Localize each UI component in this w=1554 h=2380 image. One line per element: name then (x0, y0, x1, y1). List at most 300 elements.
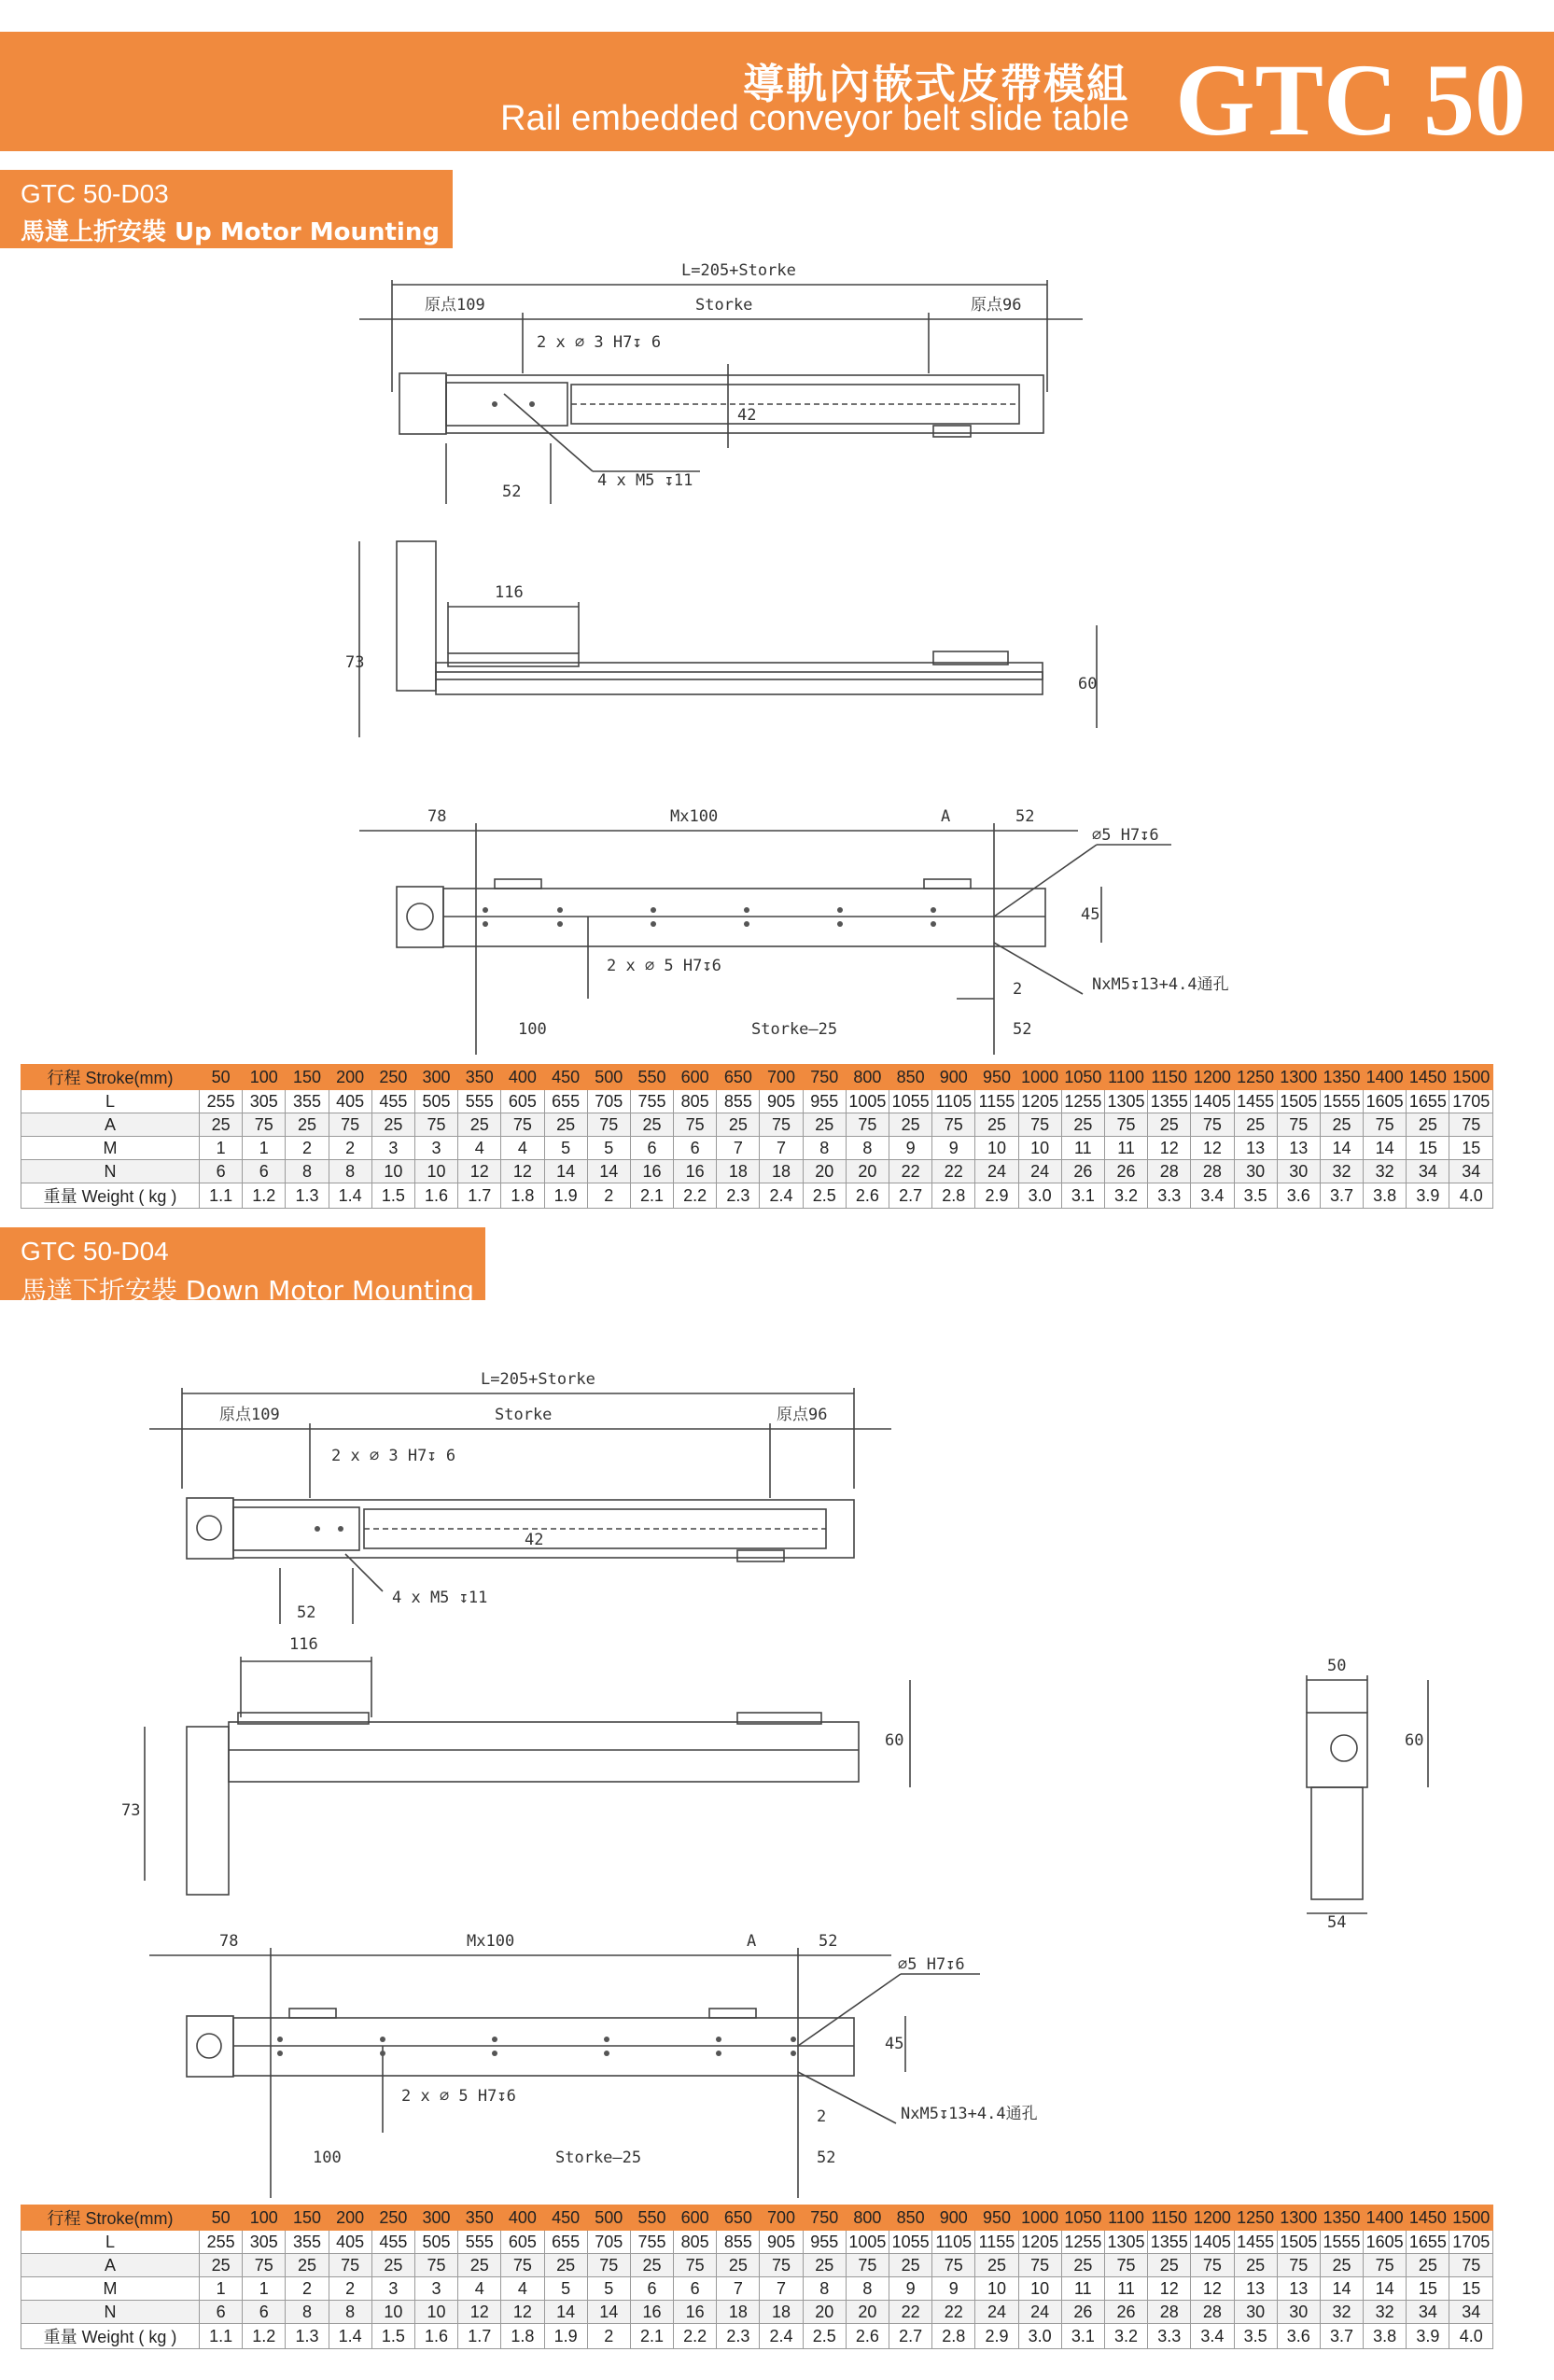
table-cell: 10 (975, 1137, 1018, 1160)
table-cell: 18 (717, 1160, 760, 1183)
table-cell: 650 (717, 2205, 760, 2231)
table-cell: 5 (587, 1137, 630, 1160)
table-cell: 1.3 (286, 2324, 329, 2349)
table-cell: 25 (458, 1113, 501, 1137)
table-cell: 655 (544, 2231, 587, 2254)
row-label: N (21, 1160, 200, 1183)
table-cell: 75 (1449, 2254, 1493, 2277)
table-cell: 50 (200, 1065, 243, 1090)
dim-116: 116 (495, 583, 524, 602)
table-cell: 1500 (1449, 1065, 1493, 1090)
table-cell: 11 (1061, 1137, 1104, 1160)
table-cell: 3.9 (1407, 1183, 1449, 1209)
table-cell: 1.2 (243, 1183, 286, 1209)
table-cell: 10 (1018, 1137, 1061, 1160)
table-cell: 3 (414, 2277, 457, 2301)
dim-stroke: Storke (495, 1406, 553, 1424)
table-cell: 1400 (1364, 1065, 1407, 1090)
table-cell: 22 (932, 2301, 975, 2324)
table-cell: 2.6 (846, 2324, 889, 2349)
table-cell: 75 (674, 2254, 717, 2277)
table-cell: 18 (717, 2301, 760, 2324)
table-cell: 25 (458, 2254, 501, 2277)
table-cell: 3.9 (1407, 2324, 1449, 2349)
table-cell: 250 (371, 1065, 414, 1090)
table-cell: 75 (414, 1113, 457, 1137)
table-cell: 13 (1277, 2277, 1320, 2301)
table-cell: 26 (1061, 1160, 1104, 1183)
table-cell: 4 (458, 2277, 501, 2301)
dim-52b: 52 (819, 1932, 838, 1951)
dim-mx100: Mx100 (670, 807, 719, 826)
table-cell: 1500 (1449, 2205, 1493, 2231)
table-cell: 34 (1407, 1160, 1449, 1183)
table-cell: 75 (329, 1113, 371, 1137)
dim-42: 42 (525, 1531, 544, 1549)
table-cell: 100 (243, 2205, 286, 2231)
table-cell: 4 (458, 1137, 501, 1160)
table-cell: 3.2 (1104, 2324, 1147, 2349)
table-cell: 6 (200, 1160, 243, 1183)
dim-50: 50 (1327, 1657, 1347, 1675)
table-cell: 25 (975, 1113, 1018, 1137)
table-cell: 305 (243, 2231, 286, 2254)
title-en: Rail embedded conveyor belt slide table (500, 99, 1129, 138)
table-cell: 75 (501, 1113, 544, 1137)
dim-60: 60 (1078, 675, 1098, 693)
spec-table-d03 (21, 1064, 1493, 1209)
table-cell: 32 (1364, 1160, 1407, 1183)
table-cell: 8 (286, 2301, 329, 2324)
section-desc: 馬達下折安裝 Down Motor Mounting (21, 1275, 475, 1306)
table-cell: 2.6 (846, 1183, 889, 1209)
table-cell: 905 (760, 1090, 803, 1113)
table-row (21, 1183, 1493, 1209)
table-cell: 25 (544, 2254, 587, 2277)
table-cell: 3.4 (1191, 2324, 1234, 2349)
table-cell: 1205 (1018, 1090, 1061, 1113)
table-cell: 25 (371, 1113, 414, 1137)
header-banner (0, 32, 1554, 157)
table-cell: 550 (630, 2205, 673, 2231)
dim-52b: 52 (1015, 807, 1035, 826)
table-cell: 2.4 (760, 2324, 803, 2349)
table-cell: 3.7 (1320, 1183, 1363, 1209)
table-cell: 755 (630, 2231, 673, 2254)
table-cell: 900 (932, 2205, 975, 2231)
dim-origin-left: 原点109 (219, 1406, 280, 1424)
table-cell: 1105 (932, 2231, 975, 2254)
table-cell: 900 (932, 1065, 975, 1090)
table-cell: 1.4 (329, 1183, 371, 1209)
dim-100: 100 (313, 2149, 342, 2167)
row-label: L (21, 2231, 200, 2254)
table-cell: 12 (501, 2301, 544, 2324)
table-cell: 1155 (975, 1090, 1018, 1113)
table-cell: 1.7 (458, 2324, 501, 2349)
drawing-d03 (0, 252, 1554, 1055)
table-cell: 1505 (1277, 2231, 1320, 2254)
table-cell: 26 (1104, 2301, 1147, 2324)
dim-origin-right: 原点96 (971, 296, 1022, 315)
table-cell: 1255 (1061, 2231, 1104, 2254)
table-cell: 1 (200, 1137, 243, 1160)
table-cell: 650 (717, 1065, 760, 1090)
dim-origin-left: 原点109 (425, 296, 485, 315)
table-cell: 7 (717, 1137, 760, 1160)
section-label-d03 (0, 170, 453, 248)
table-row (21, 2231, 1493, 2254)
table-cell: 75 (1191, 2254, 1234, 2277)
dim-pin2: 2 x ∅ 5 H7↧6 (401, 2087, 516, 2106)
table-cell: 1.9 (544, 1183, 587, 1209)
table-cell: 2 (587, 1183, 630, 1209)
table-cell: 6 (243, 1160, 286, 1183)
table-cell: 75 (846, 1113, 889, 1137)
table-cell: 75 (414, 2254, 457, 2277)
table-cell: 8 (846, 1137, 889, 1160)
table-cell: 14 (587, 2301, 630, 2324)
table-cell: 12 (458, 2301, 501, 2324)
table-cell: 28 (1148, 1160, 1191, 1183)
table-cell: 850 (889, 2205, 932, 2231)
table-cell: 3.0 (1018, 2324, 1061, 2349)
table-cell: 30 (1234, 2301, 1277, 2324)
table-cell: 1.5 (371, 2324, 414, 2349)
dim-100: 100 (518, 1020, 547, 1039)
dim-stroke25: Storke–25 (751, 1020, 838, 1039)
table-cell: 18 (760, 1160, 803, 1183)
table-cell: 24 (1018, 2301, 1061, 2324)
table-cell: 3.1 (1061, 2324, 1104, 2349)
table-cell: 700 (760, 2205, 803, 2231)
table-cell: 30 (1234, 1160, 1277, 1183)
table-cell: 3.8 (1364, 2324, 1407, 2349)
table-cell: 800 (846, 2205, 889, 2231)
table-cell: 7 (717, 2277, 760, 2301)
table-row (21, 2254, 1493, 2277)
table-cell: 75 (587, 1113, 630, 1137)
table-cell: 13 (1234, 1137, 1277, 1160)
table-cell: 75 (1104, 2254, 1147, 2277)
table-cell: 505 (414, 1090, 457, 1113)
table-cell: 350 (458, 1065, 501, 1090)
table-cell: 1555 (1320, 2231, 1363, 2254)
table-cell: 6 (630, 1137, 673, 1160)
table-cell: 2.3 (717, 2324, 760, 2349)
table-cell: 1605 (1364, 2231, 1407, 2254)
table-cell: 25 (889, 1113, 932, 1137)
table-cell: 14 (587, 1160, 630, 1183)
table-cell: 600 (674, 1065, 717, 1090)
table-cell: 25 (1407, 2254, 1449, 2277)
table-cell: 75 (760, 2254, 803, 2277)
table-cell: 25 (803, 1113, 846, 1137)
table-cell: 12 (1148, 2277, 1191, 2301)
table-cell: 1400 (1364, 2205, 1407, 2231)
table-cell: 2.4 (760, 1183, 803, 1209)
table-cell: 25 (975, 2254, 1018, 2277)
table-cell: 355 (286, 1090, 329, 1113)
table-cell: 1100 (1104, 2205, 1147, 2231)
table-cell: 455 (371, 1090, 414, 1113)
table-cell: 805 (674, 1090, 717, 1113)
table-cell: 25 (1234, 2254, 1277, 2277)
section-label-d04 (0, 1227, 485, 1306)
table-cell: 30 (1277, 2301, 1320, 2324)
table-cell: 24 (1018, 1160, 1061, 1183)
table-cell: 1405 (1191, 1090, 1234, 1113)
table-cell: 2 (587, 2324, 630, 2349)
table-cell: 3.5 (1234, 1183, 1277, 1209)
table-cell: 1450 (1407, 2205, 1449, 2231)
table-cell: 12 (1191, 1137, 1234, 1160)
table-cell: 75 (1449, 1113, 1493, 1137)
table-cell: 8 (803, 2277, 846, 2301)
table-cell: 34 (1449, 1160, 1493, 1183)
table-cell: 1305 (1104, 2231, 1147, 2254)
table-cell: 5 (544, 2277, 587, 2301)
table-cell: 6 (200, 2301, 243, 2324)
dim-L: L=205+Storke (481, 1370, 595, 1389)
table-cell: 2 (286, 2277, 329, 2301)
table-cell: 500 (587, 1065, 630, 1090)
table-cell: 2 (329, 1137, 371, 1160)
table-cell: 2.9 (975, 1183, 1018, 1209)
table-cell: 2.7 (889, 2324, 932, 2349)
table-cell: 25 (1148, 1113, 1191, 1137)
table-cell: 100 (243, 1065, 286, 1090)
table-cell: 24 (975, 1160, 1018, 1183)
table-cell: 1655 (1407, 1090, 1449, 1113)
table-cell: 75 (1104, 1113, 1147, 1137)
table-cell: 2 (286, 1137, 329, 1160)
dim-pin2: 2 x ∅ 5 H7↧6 (607, 957, 721, 975)
table-cell: 14 (1320, 2277, 1363, 2301)
table-cell: 405 (329, 1090, 371, 1113)
table-cell: 955 (803, 2231, 846, 2254)
table-cell: 25 (1320, 1113, 1363, 1137)
table-cell: 13 (1277, 1137, 1320, 1160)
section-code: GTC 50-D04 (21, 1237, 169, 1266)
table-cell: 150 (286, 2205, 329, 2231)
table-cell: 1005 (846, 2231, 889, 2254)
table-cell: 1155 (975, 2231, 1018, 2254)
table-cell: 14 (1364, 2277, 1407, 2301)
table-cell: 14 (1320, 1137, 1363, 1160)
table-cell: 75 (243, 2254, 286, 2277)
table-cell: 10 (975, 2277, 1018, 2301)
table-cell: 12 (1191, 2277, 1234, 2301)
dim-2: 2 (817, 2107, 827, 2126)
table-cell: 25 (630, 1113, 673, 1137)
dim-52: 52 (502, 483, 522, 501)
table-cell: 855 (717, 2231, 760, 2254)
table-cell: 3 (371, 2277, 414, 2301)
dim-60: 60 (885, 1731, 904, 1750)
dim-78: 78 (219, 1932, 239, 1951)
table-cell: 455 (371, 2231, 414, 2254)
table-cell: 750 (803, 1065, 846, 1090)
table-cell: 350 (458, 2205, 501, 2231)
table-cell: 2.2 (674, 1183, 717, 1209)
table-cell: 500 (587, 2205, 630, 2231)
table-cell: 950 (975, 1065, 1018, 1090)
table-cell: 9 (932, 1137, 975, 1160)
table-cell: 20 (803, 2301, 846, 2324)
table-cell: 12 (1148, 1137, 1191, 1160)
table-cell: 75 (1364, 1113, 1407, 1137)
table-cell: 14 (1364, 1137, 1407, 1160)
table-cell: 5 (587, 2277, 630, 2301)
table-cell: 7 (760, 2277, 803, 2301)
table-cell: 400 (501, 2205, 544, 2231)
table-cell: 25 (200, 1113, 243, 1137)
table-cell: 3 (414, 1137, 457, 1160)
table-cell: 1455 (1234, 1090, 1277, 1113)
table-cell: 32 (1320, 2301, 1363, 2324)
dim-nxm5: NxM5↧13+4.4通孔 (1092, 975, 1229, 994)
table-cell: 6 (674, 1137, 717, 1160)
table-cell: 75 (243, 1113, 286, 1137)
table-cell: 10 (371, 2301, 414, 2324)
table-cell: 11 (1104, 1137, 1147, 1160)
table-cell: 22 (889, 1160, 932, 1183)
table-cell: 1205 (1018, 2231, 1061, 2254)
table-cell: 25 (1320, 2254, 1363, 2277)
dim-52: 52 (297, 1603, 316, 1622)
dim-A: A (941, 807, 951, 826)
table-cell: 6 (674, 2277, 717, 2301)
table-cell: 555 (458, 2231, 501, 2254)
table-cell: 25 (889, 2254, 932, 2277)
table-cell: 15 (1449, 1137, 1493, 1160)
row-label: 行程 Stroke(mm) (21, 1065, 200, 1090)
table-cell: 255 (200, 1090, 243, 1113)
table-cell: 75 (1277, 1113, 1320, 1137)
table-cell: 200 (329, 1065, 371, 1090)
table-cell: 8 (803, 1137, 846, 1160)
table-cell: 2.8 (932, 1183, 975, 1209)
table-cell: 1005 (846, 1090, 889, 1113)
table-cell: 3.7 (1320, 2324, 1363, 2349)
dim-54: 54 (1327, 1913, 1347, 1932)
table-cell: 605 (501, 1090, 544, 1113)
table-cell: 300 (414, 2205, 457, 2231)
dim-mx100: Mx100 (467, 1932, 515, 1951)
table-cell: 1050 (1061, 2205, 1104, 2231)
table-cell: 9 (889, 2277, 932, 2301)
table-cell: 150 (286, 1065, 329, 1090)
table-cell: 3 (371, 1137, 414, 1160)
table-cell: 15 (1449, 2277, 1493, 2301)
table-cell: 1050 (1061, 1065, 1104, 1090)
dim-stroke25: Storke–25 (555, 2149, 642, 2167)
table-cell: 12 (458, 1160, 501, 1183)
table-row (21, 1065, 1493, 1090)
table-cell: 855 (717, 1090, 760, 1113)
table-cell: 26 (1061, 2301, 1104, 2324)
table-cell: 25 (286, 2254, 329, 2277)
dim-d5h7: ∅5 H7↧6 (1092, 826, 1159, 845)
table-cell: 555 (458, 1090, 501, 1113)
spec-table-d04 (21, 2205, 1493, 2349)
table-cell: 75 (1277, 2254, 1320, 2277)
title-cn: 導軌內嵌式皮帶模組 (743, 61, 1129, 108)
dim-45: 45 (1081, 905, 1100, 924)
table-cell: 3.5 (1234, 2324, 1277, 2349)
table-cell: 1405 (1191, 2231, 1234, 2254)
table-cell: 25 (717, 1113, 760, 1137)
table-cell: 600 (674, 2205, 717, 2231)
table-cell: 13 (1234, 2277, 1277, 2301)
table-cell: 400 (501, 1065, 544, 1090)
dim-78: 78 (427, 807, 447, 826)
table-cell: 955 (803, 1090, 846, 1113)
table-cell: 3.3 (1148, 2324, 1191, 2349)
table-cell: 14 (544, 1160, 587, 1183)
dim-origin-right: 原点96 (777, 1406, 828, 1424)
table-cell: 1150 (1148, 1065, 1191, 1090)
row-label: M (21, 1137, 200, 1160)
table-row (21, 2324, 1493, 2349)
table-cell: 1300 (1277, 1065, 1320, 1090)
table-cell: 16 (674, 1160, 717, 1183)
dim-116: 116 (289, 1635, 318, 1654)
table-cell: 3.8 (1364, 1183, 1407, 1209)
table-cell: 20 (803, 1160, 846, 1183)
table-cell: 7 (760, 1137, 803, 1160)
dim-45: 45 (885, 2035, 904, 2053)
table-cell: 3.0 (1018, 1183, 1061, 1209)
table-cell: 10 (414, 2301, 457, 2324)
row-label: N (21, 2301, 200, 2324)
table-cell: 1705 (1449, 1090, 1493, 1113)
table-cell: 250 (371, 2205, 414, 2231)
table-cell: 3.2 (1104, 1183, 1147, 1209)
table-cell: 25 (286, 1113, 329, 1137)
table-cell: 20 (846, 2301, 889, 2324)
dim-pin-holes: 2 x ∅ 3 H7↧ 6 (331, 1447, 456, 1465)
dim-m5: 4 x M5 ↧11 (597, 471, 693, 490)
dim-2: 2 (1013, 980, 1023, 999)
table-cell: 26 (1104, 1160, 1147, 1183)
table-cell: 1350 (1320, 2205, 1363, 2231)
table-cell: 28 (1191, 1160, 1234, 1183)
table-cell: 2.8 (932, 2324, 975, 2349)
table-cell: 16 (630, 1160, 673, 1183)
row-label: A (21, 2254, 200, 2277)
table-cell: 1.6 (414, 1183, 457, 1209)
table-cell: 4 (501, 1137, 544, 1160)
table-cell: 25 (1061, 1113, 1104, 1137)
table-cell: 1.1 (200, 1183, 243, 1209)
table-cell: 75 (1018, 1113, 1061, 1137)
table-cell: 1055 (889, 2231, 932, 2254)
table-cell: 22 (932, 1160, 975, 1183)
table-cell: 200 (329, 2205, 371, 2231)
table-cell: 25 (1061, 2254, 1104, 2277)
table-cell: 32 (1364, 2301, 1407, 2324)
table-cell: 2 (329, 2277, 371, 2301)
table-cell: 1355 (1148, 2231, 1191, 2254)
table-cell: 32 (1320, 1160, 1363, 1183)
table-cell: 1300 (1277, 2205, 1320, 2231)
row-label: 行程 Stroke(mm) (21, 2205, 200, 2231)
table-cell: 450 (544, 1065, 587, 1090)
table-cell: 1.1 (200, 2324, 243, 2349)
table-cell: 75 (846, 2254, 889, 2277)
